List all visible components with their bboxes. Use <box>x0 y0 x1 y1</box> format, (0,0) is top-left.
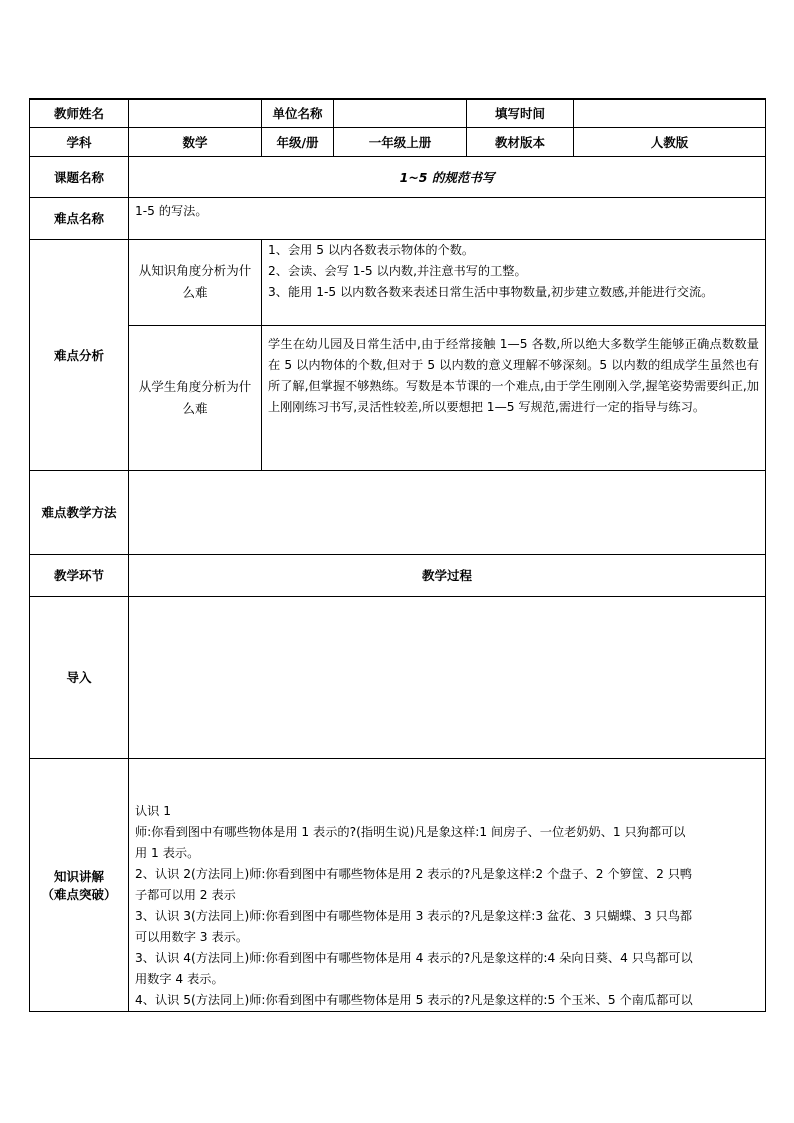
row-info <box>30 127 766 156</box>
row-difficulty <box>30 197 766 239</box>
row-analysis-student <box>30 325 766 470</box>
knowledge-angle-content <box>262 239 766 325</box>
content-line: 子都可以用 2 表示 <box>135 887 236 902</box>
knowledge-point-1: 1、会用 5 以内各数表示物体的个数。 <box>268 242 475 257</box>
difficulty-breakthrough-note: （难点突破） <box>41 886 117 902</box>
content-line: 师:你看到图中有哪些物体是用 1 表示的?(指明生说)凡是象这样:1 间房子、一位老奶奶、1 只狗都可以 <box>135 824 686 839</box>
analysis-label: 难点分析 <box>30 239 129 470</box>
row-method <box>30 470 766 554</box>
row-process-header <box>30 554 766 596</box>
grade-label: 年级/册 <box>262 127 334 156</box>
fill-date-label: 填写时间 <box>467 99 574 127</box>
process-header: 教学过程 <box>129 554 766 596</box>
grade-value: 一年级上册 <box>334 127 467 156</box>
knowledge-point-2: 2、会读、会写 1-5 以内数,并注意书写的工整。 <box>268 263 527 278</box>
teacher-name-label: 教师姓名 <box>30 99 129 127</box>
knowledge-explanation-title: 知识讲解 <box>53 868 104 884</box>
student-angle-label: 从学生角度分析为什么难 <box>129 325 262 470</box>
content-line: 用数字 4 表示。 <box>135 971 224 986</box>
method-label: 难点教学方法 <box>30 470 129 554</box>
topic-value: 1~5 的规范书写 <box>129 156 766 197</box>
content-line: 3、认识 4(方法同上)师:你看到图中有哪些物体是用 4 表示的?凡是象这样的:4 朵向日葵、4 只鸟都可以 <box>135 950 693 965</box>
content-line: 4、认识 5(方法同上)师:你看到图中有哪些物体是用 5 表示的?凡是象这样的:5 个玉米、5 个南瓜都可以 <box>135 992 693 1007</box>
unit-name-value[interactable] <box>334 99 467 127</box>
unit-name-label: 单位名称 <box>262 99 334 127</box>
row-header <box>30 99 766 127</box>
student-angle-content: 学生在幼儿园及日常生活中,由于经常接触 1—5 各数,所以绝大多数学生能够正确点数数量在 5 以内物体的个数,但对于 5 以内数的意义理解不够深刻。5 以内数的组成学生虽然也有所了解,但掌握不够熟练。写数是本节课的一个难点,由于学生刚刚入学,握笔姿势需要纠正,加上刚刚练习书写,灵活性较差,所以要想把 1—5 写规范,需进行一定的指导与练习。 <box>262 325 766 470</box>
intro-label: 导入 <box>30 596 129 758</box>
lesson-plan-table <box>29 98 766 1012</box>
subject-label: 学科 <box>30 127 129 156</box>
knowledge-explanation-label <box>30 758 129 1011</box>
row-knowledge-explanation <box>30 758 766 1011</box>
fill-date-value[interactable] <box>574 99 766 127</box>
difficulty-value: 1-5 的写法。 <box>129 197 766 239</box>
row-topic <box>30 156 766 197</box>
method-value[interactable] <box>129 470 766 554</box>
topic-label: 课题名称 <box>30 156 129 197</box>
subject-value: 数学 <box>129 127 262 156</box>
content-line: 3、认识 3(方法同上)师:你看到图中有哪些物体是用 3 表示的?凡是象这样:3 盆花、3 只蝴蝶、3 只鸟都 <box>135 908 693 923</box>
edition-value: 人教版 <box>574 127 766 156</box>
content-line: 2、认识 2(方法同上)师:你看到图中有哪些物体是用 2 表示的?凡是象这样:2 个盘子、2 个箩筐、2 只鸭 <box>135 866 693 881</box>
content-line: 认识 1 <box>135 803 172 818</box>
knowledge-explanation-content <box>129 758 766 1011</box>
teacher-name-value[interactable] <box>129 99 262 127</box>
content-line: 可以用数字 3 表示。 <box>135 929 249 944</box>
edition-label: 教材版本 <box>467 127 574 156</box>
stage-header: 教学环节 <box>30 554 129 596</box>
knowledge-angle-label: 从知识角度分析为什么难 <box>129 239 262 325</box>
row-intro <box>30 596 766 758</box>
difficulty-label: 难点名称 <box>30 197 129 239</box>
intro-value[interactable] <box>129 596 766 758</box>
row-analysis-knowledge <box>30 239 766 325</box>
content-line: 用 1 表示。 <box>135 845 200 860</box>
knowledge-point-3: 3、能用 1-5 以内数各数来表述日常生活中事物数量,初步建立数感,并能进行交流。 <box>268 284 714 299</box>
